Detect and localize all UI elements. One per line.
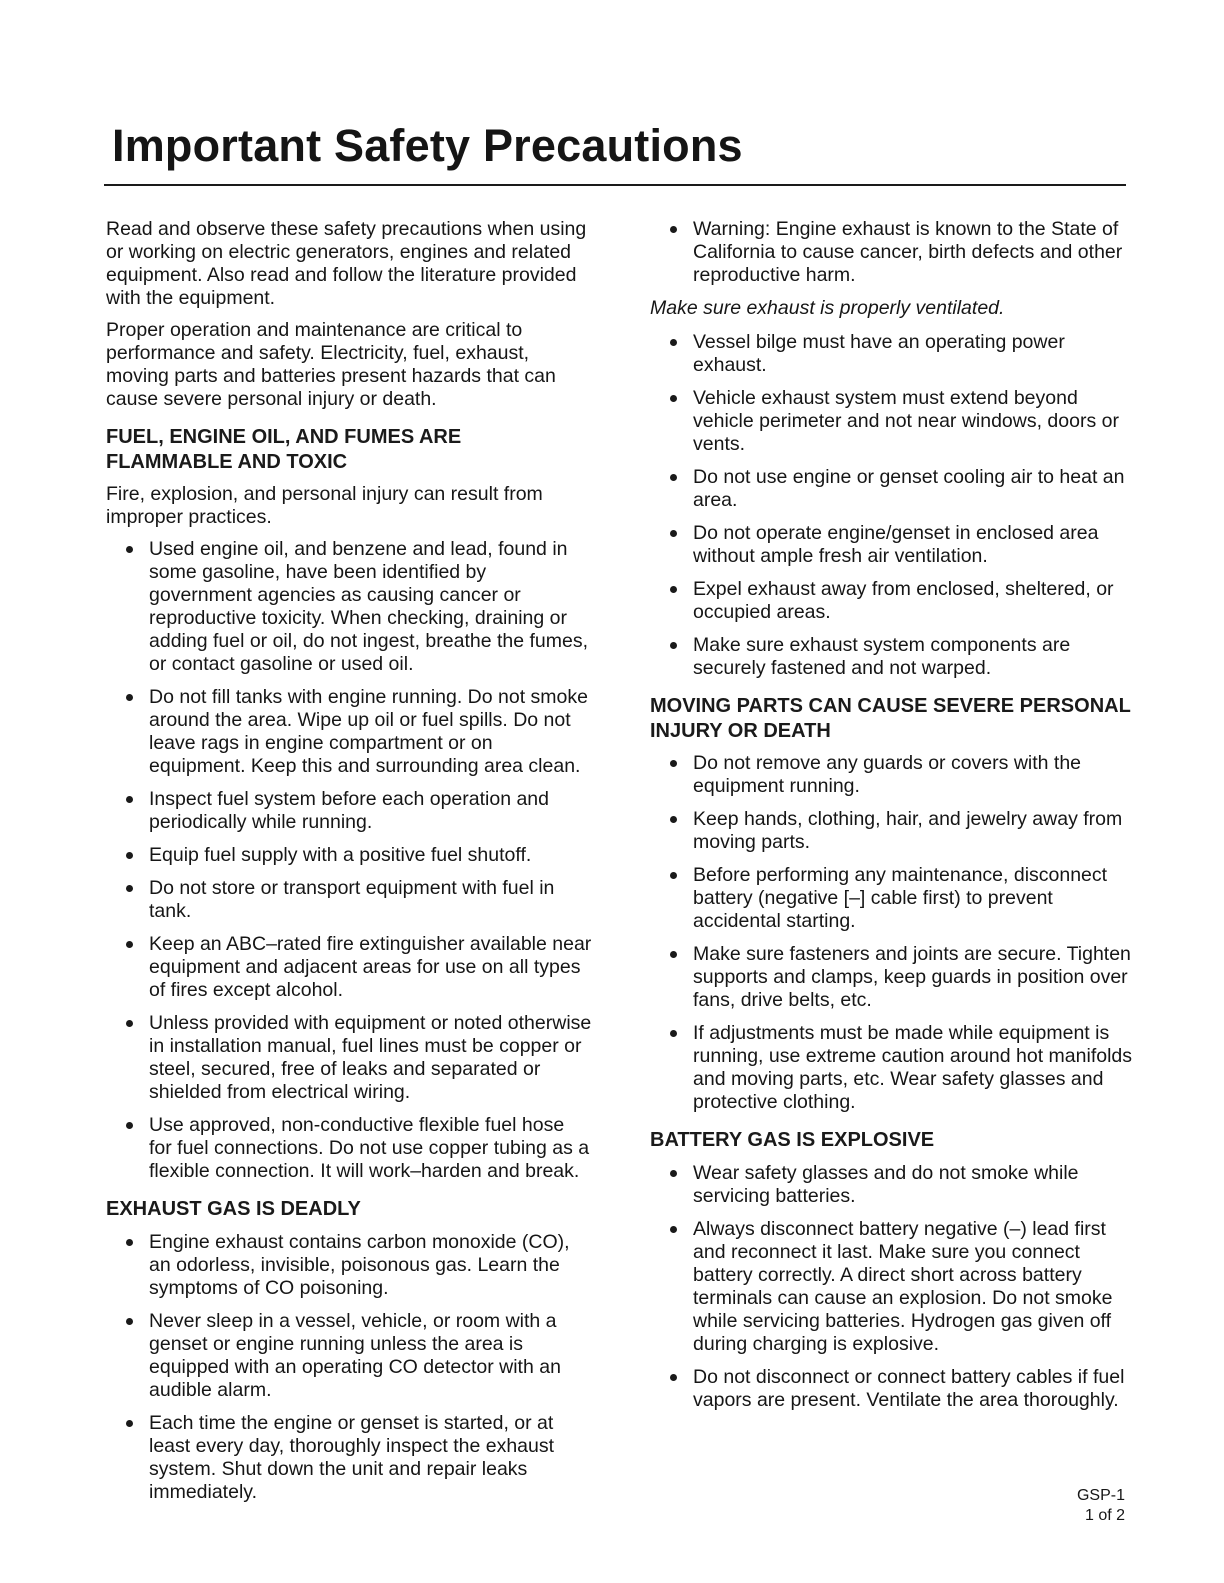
battery-bullet-list — [650, 1162, 1133, 1412]
bullet-item: Inspect fuel system before each operation and periodically while running. — [106, 788, 592, 834]
bullet-item: Each time the engine or genset is started, or at least every day, thoroughly inspect the exhaust system. Shut down the unit and repair leaks immediately. — [106, 1412, 592, 1504]
intro-paragraph: Read and observe these safety precautions when using or working on electric generators, engines and related equipment. Also read and follow the literature provided with the equipment. — [106, 218, 587, 309]
bullet-item: Do not use engine or genset cooling air to heat an area. — [650, 466, 1133, 512]
intro-paragraph: Proper operation and maintenance are critical to performance and safety. Electricity, fuel, exhaust, moving parts and batteries present hazards that can cause severe personal injury or death. — [106, 319, 556, 410]
bullet-item: Keep hands, clothing, hair, and jewelry away from moving parts. — [650, 808, 1133, 854]
bullet-item: Used engine oil, and benzene and lead, found in some gasoline, have been identified by government agencies as causing cancer or reproductive toxicity. When checking, draining or adding fuel or oil, do not ingest, breathe the fumes, or contact gasoline or used oil. — [106, 538, 592, 676]
page-footer — [1077, 1486, 1125, 1526]
right-column — [650, 218, 1133, 1422]
exhaust-bullet-list — [106, 1231, 592, 1504]
fuel-section-intro: Fire, explosion, and personal injury can result from improper practices. — [106, 483, 543, 528]
document-code: GSP-1 — [1076, 1487, 1125, 1504]
bullet-item: Do not store or transport equipment with fuel in tank. — [106, 877, 592, 923]
bullet-item: Keep an ABC–rated fire extinguisher available near equipment and adjacent areas for use on all types of fires except alcohol. — [106, 933, 592, 1002]
exhaust-section-heading: EXHAUST GAS IS DEADLY — [106, 1198, 361, 1220]
left-column — [106, 218, 592, 1514]
bullet-item: Expel exhaust away from enclosed, sheltered, or occupied areas. — [650, 578, 1133, 624]
bullet-item: Always disconnect battery negative (–) lead first and reconnect it last. Make sure you connect battery correctly. A direct short across battery terminals can cause an explosion. Do not smoke while servicing batteries. Hydrogen gas given off during charging is explosive. — [650, 1218, 1133, 1356]
ventilation-bullet-list — [650, 331, 1133, 680]
bullet-item: Do not operate engine/genset in enclosed area without ample fresh air ventilation. — [650, 522, 1133, 568]
bullet-item: Warning: Engine exhaust is known to the State of California to cause cancer, birth defects and other reproductive harm. — [650, 218, 1133, 287]
title-divider — [104, 184, 1126, 186]
bullet-item: Never sleep in a vessel, vehicle, or room with a genset or engine running unless the area is equipped with an operating CO detector with an audible alarm. — [106, 1310, 592, 1402]
bullet-item: Do not remove any guards or covers with the equipment running. — [650, 752, 1133, 798]
bullet-item: Make sure exhaust system components are securely fastened and not warped. — [650, 634, 1133, 680]
bullet-item: Before performing any maintenance, disconnect battery (negative [–] cable first) to prevent accidental starting. — [650, 864, 1133, 933]
page-title: Important Safety Precautions — [112, 120, 743, 171]
moving-parts-section-heading: MOVING PARTS CAN CAUSE SEVERE PERSONAL INJURY OR DEATH — [650, 695, 1131, 742]
bullet-item: Engine exhaust contains carbon monoxide (CO), an odorless, invisible, poisonous gas. Learn the symptoms of CO poisoning. — [106, 1231, 592, 1300]
bullet-item: Equip fuel supply with a positive fuel shutoff. — [106, 844, 592, 867]
bullet-item: Use approved, non-conductive flexible fuel hose for fuel connections. Do not use copper tubing as a flexible connection. It will work–harden and break. — [106, 1114, 592, 1183]
exhaust-continued-list — [650, 218, 1133, 287]
ventilation-note: Make sure exhaust is properly ventilated. — [650, 297, 1005, 319]
fuel-bullet-list — [106, 538, 592, 1183]
bullet-item: Vessel bilge must have an operating power exhaust. — [650, 331, 1133, 377]
bullet-item: Do not disconnect or connect battery cables if fuel vapors are present. Ventilate the area thoroughly. — [650, 1366, 1133, 1412]
bullet-item: Make sure fasteners and joints are secure. Tighten supports and clamps, keep guards in position over fans, drive belts, etc. — [650, 943, 1133, 1012]
bullet-item: Vehicle exhaust system must extend beyond vehicle perimeter and not near windows, doors or vents. — [650, 387, 1133, 456]
bullet-item: If adjustments must be made while equipment is running, use extreme caution around hot manifolds and moving parts, etc. Wear safety glasses and protective clothing. — [650, 1022, 1133, 1114]
page-number: 1 of 2 — [1084, 1507, 1125, 1524]
bullet-item: Unless provided with equipment or noted otherwise in installation manual, fuel lines must be copper or steel, secured, free of leaks and separated or shielded from electrical wiring. — [106, 1012, 592, 1104]
bullet-item: Do not fill tanks with engine running. Do not smoke around the area. Wipe up oil or fuel spills. Do not leave rags in engine compartment or on equipment. Keep this and surrounding area clean. — [106, 686, 592, 778]
fuel-section-heading: FUEL, ENGINE OIL, AND FUMES ARE FLAMMABLE AND TOXIC — [106, 426, 462, 473]
battery-section-heading: BATTERY GAS IS EXPLOSIVE — [650, 1129, 935, 1151]
bullet-item: Wear safety glasses and do not smoke while servicing batteries. — [650, 1162, 1133, 1208]
moving-parts-bullet-list — [650, 752, 1133, 1114]
